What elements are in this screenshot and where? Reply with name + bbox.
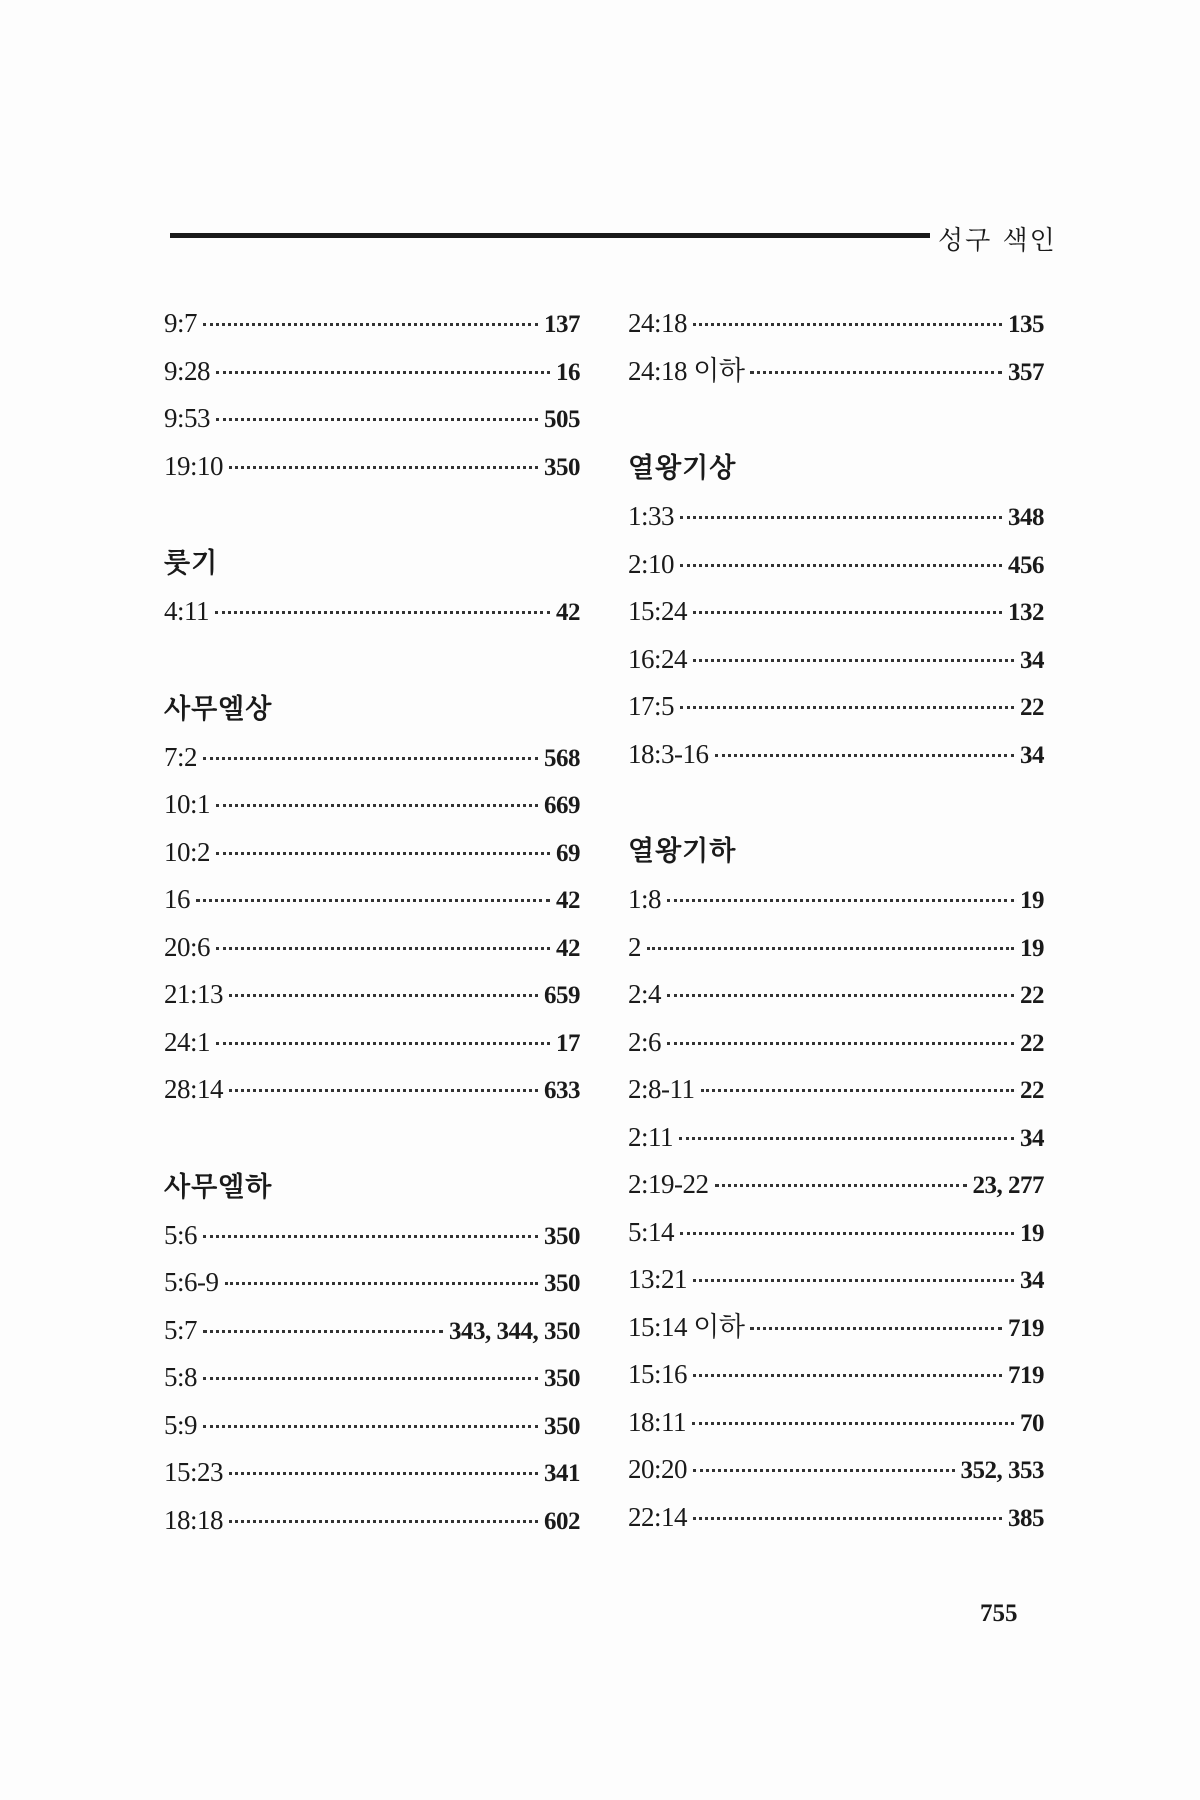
index-entry xyxy=(164,1307,580,1355)
verse-reference: 1:8 xyxy=(628,884,662,914)
page-reference: 357 xyxy=(1008,358,1044,386)
index-entry xyxy=(628,541,1044,589)
dot-leader xyxy=(693,611,1002,614)
index-entry xyxy=(164,781,580,829)
page-reference: 669 xyxy=(544,792,580,819)
entries-1-kings xyxy=(628,493,1044,778)
section-title-2-kings: 열왕기하 xyxy=(628,836,737,867)
dot-leader xyxy=(715,754,1015,757)
page-reference: 22 xyxy=(1020,1077,1044,1104)
index-entry xyxy=(164,588,580,636)
dot-leader xyxy=(215,611,550,614)
page-reference: 137 xyxy=(544,311,580,338)
verse-reference: 13:21 xyxy=(628,1264,688,1294)
verse-reference: 9:28 xyxy=(164,355,211,386)
dot-leader xyxy=(667,899,1014,902)
page-reference: 19 xyxy=(1020,887,1044,914)
page-reference: 19 xyxy=(1020,934,1044,962)
dot-leader xyxy=(216,1042,550,1045)
dot-leader xyxy=(693,1517,1002,1520)
verse-reference: 5:6-9 xyxy=(164,1267,219,1297)
dot-leader xyxy=(750,371,1002,374)
dot-leader xyxy=(667,994,1014,997)
entries-top-right xyxy=(628,300,1044,395)
dot-leader xyxy=(229,466,538,469)
verse-reference: 4:11 xyxy=(164,596,209,626)
verse-reference: 5:6 xyxy=(164,1219,198,1250)
dot-leader xyxy=(216,852,550,855)
dot-leader xyxy=(680,516,1002,519)
page-reference: 16 xyxy=(556,358,580,386)
left-column xyxy=(164,300,580,1544)
verse-reference: 9:7 xyxy=(164,308,198,338)
verse-reference: 2:11 xyxy=(628,1121,673,1152)
page-reference: 350 xyxy=(544,453,580,481)
page-reference: 719 xyxy=(1008,1362,1044,1389)
dot-leader xyxy=(225,1282,539,1285)
verse-reference: 7:2 xyxy=(164,741,198,772)
section-title-2-samuel: 사무엘하 xyxy=(164,1171,273,1203)
index-entry xyxy=(164,1354,580,1402)
section-title-ruth: 룻기 xyxy=(164,548,219,579)
verse-reference: 18:18 xyxy=(164,1504,224,1535)
page-reference: 70 xyxy=(1020,1409,1044,1437)
verse-reference: 2 xyxy=(628,931,641,962)
page-reference: 132 xyxy=(1008,599,1044,626)
verse-reference: 5:8 xyxy=(164,1362,198,1392)
index-entry xyxy=(164,443,580,491)
page-reference: 19 xyxy=(1020,1219,1044,1247)
index-entry xyxy=(164,924,580,972)
index-entry xyxy=(164,1402,580,1450)
dot-leader xyxy=(203,1425,538,1428)
dot-leader xyxy=(680,1232,1014,1235)
index-entry xyxy=(628,1114,1044,1162)
verse-reference: 16:24 xyxy=(628,643,688,674)
verse-reference: 18:11 xyxy=(628,1406,686,1437)
index-entry xyxy=(164,734,580,782)
verse-reference: 2:6 xyxy=(628,1026,662,1057)
index-entry xyxy=(628,1304,1044,1352)
page-reference: 341 xyxy=(544,1460,580,1487)
entries-2-kings xyxy=(628,876,1044,1541)
verse-reference: 5:9 xyxy=(164,1409,198,1440)
dot-leader xyxy=(203,1377,538,1380)
page-reference: 34 xyxy=(1020,646,1044,674)
page-reference: 34 xyxy=(1020,1124,1044,1152)
verse-reference: 22:14 xyxy=(628,1501,688,1532)
index-entry xyxy=(628,1446,1044,1494)
index-entry xyxy=(628,971,1044,1019)
index-entry xyxy=(628,924,1044,972)
index-entry xyxy=(628,348,1044,396)
verse-reference: 24:1 xyxy=(164,1026,211,1057)
page-reference: 22 xyxy=(1020,694,1044,721)
index-entry xyxy=(628,1351,1044,1399)
right-column xyxy=(628,300,1044,1541)
dot-leader xyxy=(693,1279,1014,1282)
dot-leader xyxy=(203,757,538,760)
page-reference: 17 xyxy=(556,1029,580,1057)
page-reference: 34 xyxy=(1020,741,1044,769)
index-entry xyxy=(628,876,1044,924)
verse-reference: 9:53 xyxy=(164,403,211,433)
index-entry xyxy=(628,1161,1044,1209)
verse-reference: 17:5 xyxy=(628,691,675,721)
verse-reference: 18:3-16 xyxy=(628,738,709,769)
index-entry xyxy=(628,1209,1044,1257)
verse-reference: 15:14 이하 xyxy=(628,1311,745,1342)
page-reference: 350 xyxy=(544,1270,580,1297)
verse-reference: 15:16 xyxy=(628,1359,688,1389)
page-reference: 633 xyxy=(544,1077,580,1104)
dot-leader xyxy=(680,706,1014,709)
dot-leader xyxy=(216,804,538,807)
index-entry xyxy=(628,683,1044,731)
verse-reference: 19:10 xyxy=(164,450,224,481)
verse-reference: 15:24 xyxy=(628,596,688,626)
index-entry xyxy=(628,493,1044,541)
page-reference: 602 xyxy=(544,1507,580,1535)
verse-reference: 10:2 xyxy=(164,836,211,867)
index-entry xyxy=(164,1449,580,1497)
verse-reference: 24:18 xyxy=(628,308,688,338)
dot-leader xyxy=(701,1089,1015,1092)
index-entry xyxy=(164,829,580,877)
page-reference: 505 xyxy=(544,406,580,433)
dot-leader xyxy=(216,418,538,421)
dot-leader xyxy=(203,1235,538,1238)
verse-reference: 28:14 xyxy=(164,1074,224,1104)
dot-leader xyxy=(750,1327,1002,1330)
header-rule xyxy=(170,233,930,238)
index-entry xyxy=(164,1019,580,1067)
dot-leader xyxy=(216,947,550,950)
page-reference: 34 xyxy=(1020,1267,1044,1294)
dot-leader xyxy=(693,659,1014,662)
index-entry xyxy=(628,1019,1044,1067)
dot-leader xyxy=(196,899,550,902)
page-reference: 22 xyxy=(1020,982,1044,1009)
verse-reference: 1:33 xyxy=(628,501,675,531)
dot-leader xyxy=(715,1184,967,1187)
page-reference: 350 xyxy=(544,1412,580,1440)
dot-leader xyxy=(216,371,550,374)
entries-top-left xyxy=(164,300,580,490)
entries-ruth xyxy=(164,588,580,636)
page-reference: 42 xyxy=(556,887,580,914)
page-reference: 42 xyxy=(556,599,580,626)
verse-reference: 21:13 xyxy=(164,979,224,1009)
page-reference: 343, 344, 350 xyxy=(449,1317,580,1345)
page-reference: 350 xyxy=(544,1365,580,1392)
page-reference: 42 xyxy=(556,934,580,962)
page-reference: 69 xyxy=(556,839,580,867)
verse-reference: 24:18 이하 xyxy=(628,355,745,386)
verse-reference: 16 xyxy=(164,884,190,914)
index-entry xyxy=(628,636,1044,684)
dot-leader xyxy=(229,1089,538,1092)
page-reference: 352, 353 xyxy=(960,1457,1044,1484)
page-reference: 568 xyxy=(544,744,580,772)
dot-leader xyxy=(203,323,538,326)
dot-leader xyxy=(667,1042,1014,1045)
dot-leader xyxy=(229,1520,538,1523)
verse-reference: 20:20 xyxy=(628,1454,688,1484)
index-entry xyxy=(628,300,1044,348)
section-title-1-kings: 열왕기상 xyxy=(628,453,737,484)
index-entry xyxy=(628,731,1044,779)
verse-reference: 2:19-22 xyxy=(628,1169,709,1199)
index-entry xyxy=(628,588,1044,636)
entries-2-samuel xyxy=(164,1212,580,1545)
index-entry xyxy=(164,876,580,924)
dot-leader xyxy=(203,1330,443,1333)
dot-leader xyxy=(693,1374,1002,1377)
verse-reference: 2:8-11 xyxy=(628,1074,695,1104)
dot-leader xyxy=(229,994,538,997)
page-reference: 385 xyxy=(1008,1504,1044,1532)
index-entry xyxy=(164,395,580,443)
verse-reference: 2:10 xyxy=(628,548,675,579)
index-entry xyxy=(164,300,580,348)
entries-1-samuel xyxy=(164,734,580,1114)
index-entry xyxy=(164,348,580,396)
dot-leader xyxy=(679,1137,1014,1140)
page-reference: 22 xyxy=(1020,1029,1044,1057)
dot-leader xyxy=(229,1472,538,1475)
page-reference: 23, 277 xyxy=(972,1172,1044,1199)
dot-leader xyxy=(692,1422,1014,1425)
index-entry xyxy=(628,1066,1044,1114)
running-header-title: 성구 색인 xyxy=(938,226,1057,256)
verse-reference: 2:4 xyxy=(628,979,662,1009)
index-entry xyxy=(164,1497,580,1545)
section-title-1-samuel: 사무엘상 xyxy=(164,693,273,725)
page-reference: 659 xyxy=(544,982,580,1009)
page-reference: 350 xyxy=(544,1222,580,1250)
dot-leader xyxy=(693,1469,954,1472)
verse-reference: 5:14 xyxy=(628,1216,675,1247)
index-entry xyxy=(164,1212,580,1260)
page-reference: 135 xyxy=(1008,311,1044,338)
dot-leader xyxy=(693,323,1002,326)
page-number: 755 xyxy=(980,1600,1018,1627)
dot-leader xyxy=(680,564,1002,567)
index-entry xyxy=(628,1399,1044,1447)
page-reference: 456 xyxy=(1008,551,1044,579)
verse-reference: 15:23 xyxy=(164,1457,224,1487)
index-entry xyxy=(628,1256,1044,1304)
verse-reference: 5:7 xyxy=(164,1314,198,1345)
page-reference: 719 xyxy=(1008,1314,1044,1342)
verse-reference: 20:6 xyxy=(164,931,211,962)
index-entry xyxy=(164,1066,580,1114)
dot-leader xyxy=(647,947,1014,950)
page-reference: 348 xyxy=(1008,504,1044,531)
index-entry xyxy=(164,1259,580,1307)
index-entry xyxy=(628,1494,1044,1542)
index-entry xyxy=(164,971,580,1019)
verse-reference: 10:1 xyxy=(164,789,211,819)
